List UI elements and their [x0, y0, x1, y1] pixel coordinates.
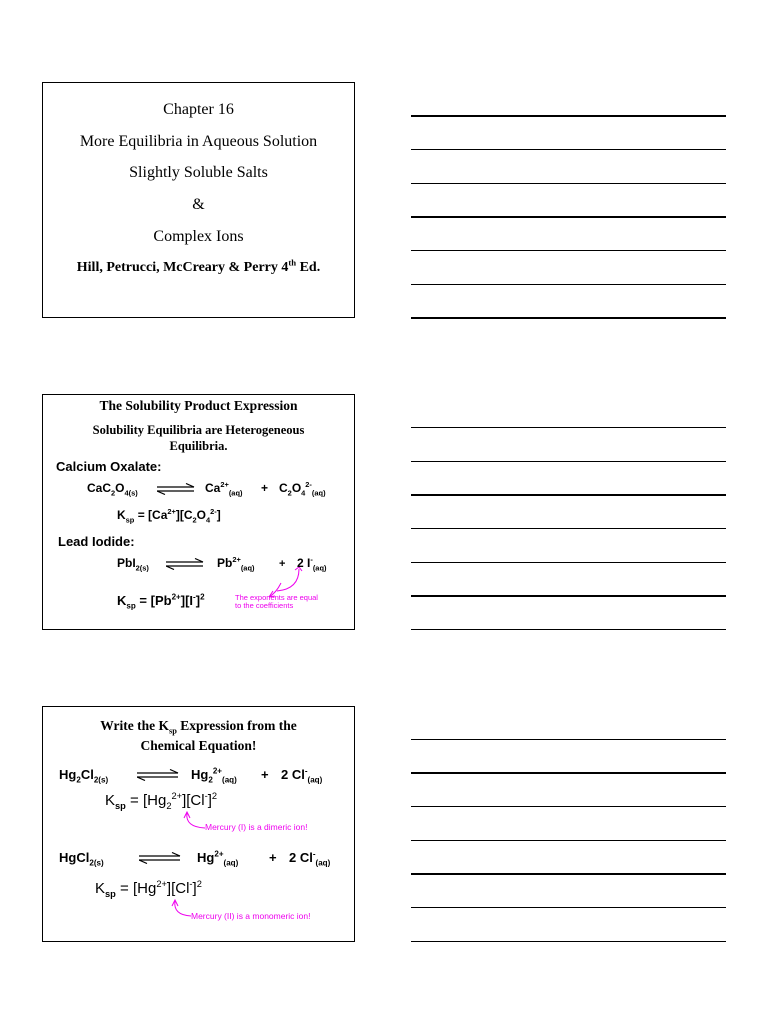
- equilibrium-arrow-icon: [139, 852, 181, 864]
- plus-sign: +: [261, 481, 269, 495]
- ampersand: &: [192, 196, 205, 213]
- note-line: [411, 739, 726, 740]
- edition-suffix: Ed.: [296, 260, 321, 275]
- calcium-reactant: $CaC_2O_{4(s)}$: [87, 481, 138, 498]
- equilibrium-arrow-icon: [166, 558, 204, 570]
- note-line: [411, 840, 726, 841]
- dimeric-note: Mercury (I) is a dimeric ion!: [205, 822, 308, 832]
- chloride-product: 2 $Cl^-_{(aq)}$: [289, 849, 331, 868]
- title-line-1: More Equilibria in Aqueous Solution: [79, 133, 318, 150]
- equilibrium-arrow-icon: [137, 769, 179, 781]
- authors: Hill, Petrucci, McCreary & Perry 4: [76, 260, 289, 275]
- chloride-product: 2 $Cl^-_{(aq)}$: [281, 766, 323, 785]
- slide-solubility-product: [42, 394, 355, 630]
- ksp-hgcl2-expression: $K_{sp} = [Hg^{2+}][Cl^-]^2$: [95, 879, 202, 899]
- notes-lines: [411, 0, 726, 1024]
- hg-product: $Hg^{2+}_{(aq)}$: [197, 849, 239, 868]
- note-line: [411, 216, 726, 218]
- plus-sign: +: [261, 767, 269, 782]
- monomeric-note: Mercury (II) is a monomeric ion!: [191, 911, 311, 921]
- note-line: [411, 528, 726, 529]
- note-line: [411, 284, 726, 285]
- plus-sign: +: [279, 558, 286, 570]
- slide3-title-line-1: Write the $K_{sp}$ Expression from the: [100, 718, 297, 736]
- note-line: [411, 115, 726, 117]
- note-line: [411, 149, 726, 150]
- note-line: [411, 250, 726, 251]
- note-line: [411, 629, 726, 630]
- calcium-product-1: $Ca^{2+}_{(aq)}$: [205, 480, 243, 498]
- hg2-product: $Hg_2^{2+}_{(aq)}$: [191, 766, 237, 785]
- slide2-subtitle-2: Equilibria.: [169, 439, 228, 453]
- note-line: [411, 941, 726, 942]
- note-line: [411, 427, 726, 428]
- slide3-title-line-2: Chemical Equation!: [140, 738, 257, 753]
- calcium-product-2: $C_2O_4^{2-}_{(aq)}$: [279, 480, 326, 498]
- authors-line: [43, 257, 354, 276]
- edition-superscript: th: [288, 257, 297, 268]
- note-line: [411, 183, 726, 184]
- ksp-calcium-expression: $K_{sp} = [Ca^{2+}][C_2O_4^{2-}]$: [117, 507, 221, 525]
- chapter-heading: Chapter 16: [163, 101, 234, 118]
- note-line: [411, 907, 726, 908]
- calcium-oxalate-label: Calcium Oxalate:: [56, 459, 162, 474]
- hg2cl2-reactant: $Hg_2Cl_{2(s)}$: [59, 767, 109, 785]
- plus-sign: +: [269, 850, 277, 865]
- exponent-note: The exponents are equal to the coefficients: [235, 593, 318, 610]
- slide2-title: The Solubility Product Expression: [99, 398, 298, 413]
- note-line: [411, 873, 726, 875]
- slide2-subtitle-1: Solubility Equilibria are Heterogeneous: [92, 423, 305, 437]
- note-line: [411, 317, 726, 319]
- lead-product-2: 2 $I^-_{(aq)}$: [297, 555, 327, 573]
- note-line: [411, 595, 726, 597]
- equilibrium-arrow-icon: [157, 483, 195, 495]
- lead-iodide-label: Lead Iodide:: [58, 534, 135, 549]
- note-line: [411, 562, 726, 563]
- slide-chapter-title: [42, 82, 355, 318]
- note-line: [411, 494, 726, 496]
- ksp-lead-expression: $K_{sp} = [Pb^{2+}][I^-]^2$: [117, 592, 205, 611]
- lead-reactant: PbI$_{2(s)}$: [117, 556, 149, 573]
- note-line: [411, 772, 726, 774]
- note-line: [411, 806, 726, 807]
- title-line-2: Slightly Soluble Salts: [129, 164, 268, 181]
- hgcl2-reactant: HgCl$_{2(s)}$: [59, 850, 104, 868]
- note-line: [411, 461, 726, 462]
- title-line-3: Complex Ions: [153, 228, 244, 245]
- ksp-hg2cl2-expression: $K_{sp} = [Hg_2^{2+}][Cl^-]^2$: [105, 791, 218, 811]
- lead-product-1: $Pb^{2+}_{(aq)}$: [217, 555, 255, 573]
- slide-write-ksp: [42, 706, 355, 942]
